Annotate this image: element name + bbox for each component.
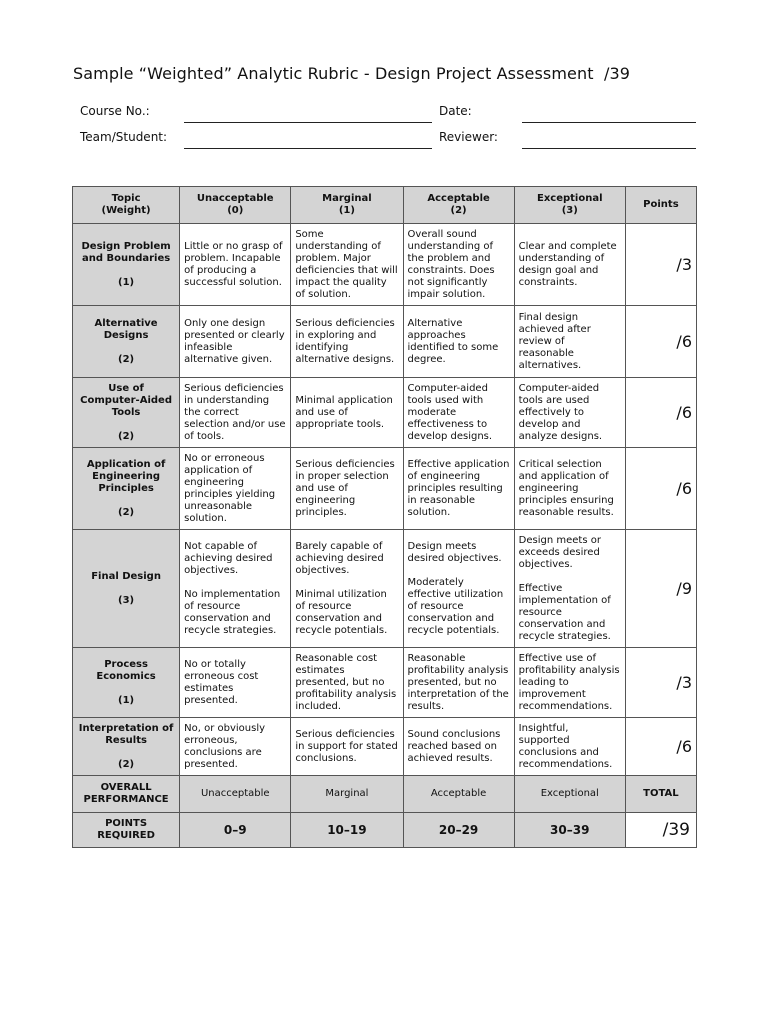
description-text: No, or obviously erroneous, conclusions are presented. xyxy=(184,722,266,770)
title-text: Sample “Weighted” Analytic Rubric - Design Project Assessment xyxy=(73,64,594,83)
description-text: Final design achieved after review of reasonable alternatives. xyxy=(518,311,591,371)
rubric-row xyxy=(73,448,697,530)
description-text: Minimal utilization of resource conservation and recycle potentials. xyxy=(295,588,388,636)
description-text: Overall sound understanding of the problem and constraints. Does not significantly impair solution. xyxy=(407,228,495,300)
description-text: Critical selection and application of engineering principles ensuring reasonable results. xyxy=(518,458,614,518)
points-field[interactable]: /9 xyxy=(625,530,696,648)
topic-weight: (1) xyxy=(118,694,135,706)
description-text: Effective application of engineering principles resulting in reasonable solution. xyxy=(407,458,510,518)
topic-name: Process Economics xyxy=(96,658,156,682)
reviewer-label: Reviewer: xyxy=(439,130,498,144)
topic-weight: (2) xyxy=(118,430,135,442)
topic-cell xyxy=(73,448,180,530)
marginal-description xyxy=(291,448,403,530)
rubric-row xyxy=(73,378,697,448)
points-field[interactable]: /6 xyxy=(625,718,696,776)
header-marginal: Marginal (1) xyxy=(291,187,403,224)
required-label: POINTS REQUIRED xyxy=(73,813,180,848)
exceptional-description xyxy=(514,648,625,718)
description-text: Barely capable of achieving desired objectives. xyxy=(295,540,384,576)
rubric-row xyxy=(73,306,697,378)
description-text: Design meets or exceeds desired objectives. xyxy=(518,534,601,570)
topic-cell xyxy=(73,530,180,648)
acceptable-description xyxy=(403,648,514,718)
acceptable-description xyxy=(403,718,514,776)
overall-unacceptable: Unacceptable xyxy=(180,776,291,813)
exceptional-description xyxy=(514,448,625,530)
points-field[interactable]: /3 xyxy=(625,224,696,306)
marginal-description xyxy=(291,718,403,776)
description-text: Sound conclusions reached based on achieved results. xyxy=(407,728,501,764)
unacceptable-description xyxy=(180,306,291,378)
description-text: Not capable of achieving desired objectives. xyxy=(184,540,273,576)
points-field[interactable]: /6 xyxy=(625,306,696,378)
overall-acceptable: Acceptable xyxy=(403,776,514,813)
acceptable-description xyxy=(403,378,514,448)
marginal-description xyxy=(291,378,403,448)
description-text: Little or no grasp of problem. Incapable of producing a successful solution. xyxy=(184,240,283,288)
description-text: Some understanding of problem. Major deficiencies that will impact the quality of solution. xyxy=(295,228,398,300)
description-text: Serious deficiencies in support for stated conclusions. xyxy=(295,728,398,764)
reviewer-field[interactable] xyxy=(522,148,696,149)
description-text: Effective implementation of resource conservation and recycle strategies. xyxy=(518,582,611,642)
rubric-row xyxy=(73,530,697,648)
description-text: Only one design presented or clearly infeasible alternative given. xyxy=(184,317,285,365)
unacceptable-description xyxy=(180,718,291,776)
exceptional-description xyxy=(514,378,625,448)
unacceptable-description xyxy=(180,530,291,648)
header-points: Points xyxy=(625,187,696,224)
description-text: Computer-aided tools used with moderate effectiveness to develop designs. xyxy=(407,382,493,442)
required-unacceptable: 0–9 xyxy=(180,813,291,848)
marginal-description xyxy=(291,224,403,306)
overall-performance-row xyxy=(73,776,697,813)
topic-weight: (3) xyxy=(118,594,135,606)
description-text: Serious deficiencies in proper selection and use of engineering principles. xyxy=(295,458,395,518)
topic-weight: (1) xyxy=(118,276,135,288)
unacceptable-description xyxy=(180,378,291,448)
topic-cell xyxy=(73,224,180,306)
overall-marginal: Marginal xyxy=(291,776,403,813)
topic-name: Use of Computer-Aided Tools xyxy=(80,382,172,418)
topic-cell xyxy=(73,306,180,378)
rubric-table xyxy=(72,186,697,848)
points-field[interactable]: /6 xyxy=(625,448,696,530)
description-text: No or erroneous application of engineering principles yielding unreasonable solution. xyxy=(184,452,276,524)
topic-cell xyxy=(73,378,180,448)
acceptable-description xyxy=(403,306,514,378)
points-required-row xyxy=(73,813,697,848)
overall-total-label: TOTAL xyxy=(625,776,696,813)
topic-name: Design Problem and Boundaries xyxy=(81,240,171,264)
rubric-row xyxy=(73,224,697,306)
header-exceptional: Exceptional (3) xyxy=(514,187,625,224)
header-acceptable: Acceptable (2) xyxy=(403,187,514,224)
exceptional-description xyxy=(514,530,625,648)
rubric-row xyxy=(73,648,697,718)
description-text: No or totally erroneous cost estimates presented. xyxy=(184,658,259,706)
acceptable-description xyxy=(403,530,514,648)
overall-exceptional: Exceptional xyxy=(514,776,625,813)
header-unacceptable: Unacceptable (0) xyxy=(180,187,291,224)
header-topic: Topic (Weight) xyxy=(73,187,180,224)
team-label: Team/Student: xyxy=(80,130,168,144)
header-row xyxy=(73,187,697,224)
description-text: Serious deficiencies in exploring and identifying alternative designs. xyxy=(295,317,395,365)
rubric-row xyxy=(73,718,697,776)
course-field[interactable] xyxy=(184,122,432,123)
team-field[interactable] xyxy=(184,148,432,149)
points-field[interactable]: /6 xyxy=(625,378,696,448)
marginal-description xyxy=(291,648,403,718)
points-field[interactable]: /3 xyxy=(625,648,696,718)
description-text: Minimal application and use of appropriate tools. xyxy=(295,394,393,430)
required-marginal: 10–19 xyxy=(291,813,403,848)
description-text: Design meets desired objectives. xyxy=(407,540,502,564)
topic-weight: (2) xyxy=(118,758,135,770)
description-text: Moderately effective utilization of resource conservation and recycle potentials. xyxy=(407,576,504,636)
description-text: Reasonable profitability analysis presented, but no interpretation of the results. xyxy=(407,652,509,712)
exceptional-description xyxy=(514,224,625,306)
required-exceptional: 30–39 xyxy=(514,813,625,848)
description-text: No implementation of resource conservation and recycle strategies. xyxy=(184,588,281,636)
acceptable-description xyxy=(403,448,514,530)
exceptional-description xyxy=(514,718,625,776)
description-text: Computer-aided tools are used effectively to develop and analyze designs. xyxy=(518,382,603,442)
course-label: Course No.: xyxy=(80,104,150,118)
description-text: Reasonable cost estimates presented, but no profitability analysis included. xyxy=(295,652,397,712)
marginal-description xyxy=(291,530,403,648)
marginal-description xyxy=(291,306,403,378)
topic-name: Application of Engineering Principles xyxy=(86,458,166,494)
date-label: Date: xyxy=(439,104,472,118)
topic-cell xyxy=(73,718,180,776)
topic-name: Interpretation of Results xyxy=(78,722,174,746)
topic-weight: (2) xyxy=(118,506,135,518)
description-text: Insightful, supported conclusions and recommendations. xyxy=(518,722,613,770)
date-field[interactable] xyxy=(522,122,696,123)
grand-total-field[interactable]: /39 xyxy=(625,813,696,848)
description-text: Alternative approaches identified to some degree. xyxy=(407,317,499,365)
required-acceptable: 20–29 xyxy=(403,813,514,848)
topic-weight: (2) xyxy=(118,353,135,365)
document-title xyxy=(73,64,630,83)
description-text: Clear and complete understanding of design goal and constraints. xyxy=(518,240,617,288)
description-text: Serious deficiencies in understanding the correct selection and/or use of tools. xyxy=(184,382,286,442)
acceptable-description xyxy=(403,224,514,306)
rubric-body xyxy=(73,224,697,776)
topic-cell xyxy=(73,648,180,718)
unacceptable-description xyxy=(180,648,291,718)
title-total: /39 xyxy=(603,64,631,83)
description-text: Effective use of profitability analysis leading to improvement recommendations. xyxy=(518,652,620,712)
topic-name: Alternative Designs xyxy=(94,317,158,341)
unacceptable-description xyxy=(180,448,291,530)
exceptional-description xyxy=(514,306,625,378)
topic-name: Final Design xyxy=(91,570,161,582)
overall-label: OVERALL PERFORMANCE xyxy=(73,776,180,813)
unacceptable-description xyxy=(180,224,291,306)
